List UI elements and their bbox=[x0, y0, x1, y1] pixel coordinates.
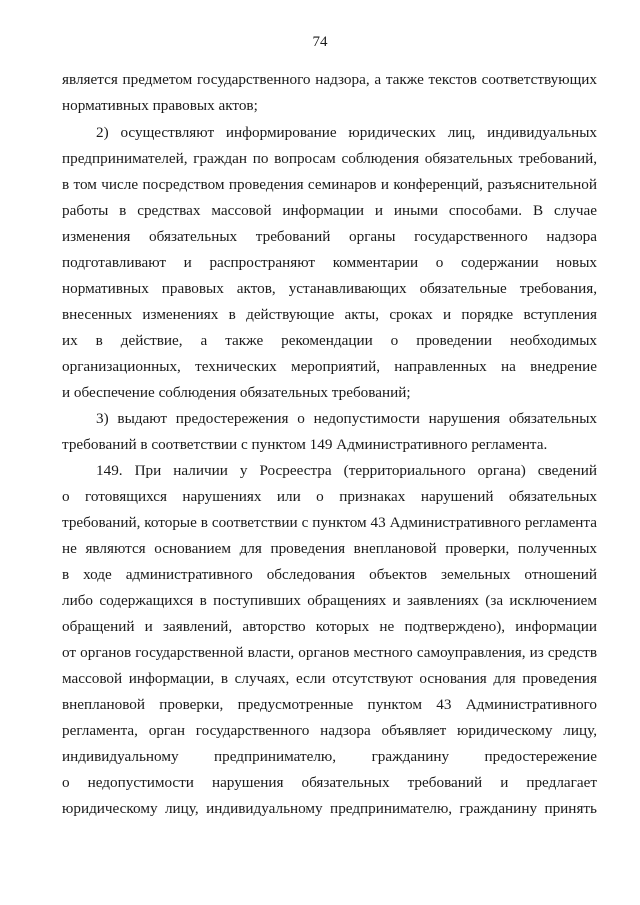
text-line: и обеспечение соблюдения обязательных требований; bbox=[62, 384, 411, 401]
text-line: в том числе посредством проведения семинаров и конференций, разъяснительной bbox=[62, 176, 597, 193]
text-line: индивидуальному предпринимателю, гражданину предостережение bbox=[62, 748, 597, 765]
text-line: нормативных правовых актов; bbox=[62, 97, 258, 114]
text-line: от органов государственной власти, органов местного самоуправления, из средств bbox=[62, 644, 597, 661]
text-line: нормативных правовых актов, устанавливающих обязательные требования, bbox=[62, 280, 597, 297]
text-line: 2) осуществляют информирование юридических лиц, индивидуальных bbox=[96, 124, 597, 141]
text-line: либо содержащихся в поступивших обращениях и заявлениях (за исключением bbox=[62, 592, 597, 609]
text-line: регламента, орган государственного надзора объявляет юридическому лицу, bbox=[62, 722, 597, 739]
text-line: в ходе административного обследования объектов земельных отношений bbox=[62, 566, 597, 583]
text-line: юридическому лицу, индивидуальному предпринимателю, гражданину принять bbox=[62, 800, 597, 817]
text-line: о готовящихся нарушениях или о признаках нарушений обязательных bbox=[62, 488, 597, 505]
text-line: организационных, технических мероприятий, направленных на внедрение bbox=[62, 358, 597, 375]
text-line: внесенных изменениях в действующие акты, сроках и порядке вступления bbox=[62, 306, 597, 323]
text-line: о недопустимости нарушения обязательных требований и предлагает bbox=[62, 774, 597, 791]
text-line: обращений и заявлений, авторство которых не подтверждено), информации bbox=[62, 618, 597, 635]
text-line: не являются основанием для проведения внеплановой проверки, полученных bbox=[62, 540, 597, 557]
text-line: их в действие, а также рекомендации о проведении необходимых bbox=[62, 332, 597, 349]
text-line: 149. При наличии у Росреестра (территориального органа) сведений bbox=[96, 462, 597, 479]
text-line: подготавливают и распространяют комментарии о содержании новых bbox=[62, 254, 597, 271]
text-line: 3) выдают предостережения о недопустимости нарушения обязательных bbox=[96, 410, 597, 427]
text-line: изменения обязательных требований органы государственного надзора bbox=[62, 228, 597, 245]
text-line: является предметом государственного надзора, а также текстов соответствующих bbox=[62, 71, 597, 88]
text-line: требований в соответствии с пунктом 149 Административного регламента. bbox=[62, 436, 548, 453]
text-line: предпринимателей, граждан по вопросам соблюдения обязательных требований, bbox=[62, 150, 597, 167]
text-line: работы в средствах массовой информации и иными способами. В случае bbox=[62, 202, 597, 219]
page-number: 74 bbox=[312, 34, 328, 50]
text-line: массовой информации, в случаях, если отсутствуют основания для проведения bbox=[62, 670, 597, 687]
text-line: внеплановой проверки, предусмотренные пунктом 43 Административного bbox=[62, 696, 597, 713]
text-line: требований, которые в соответствии с пунктом 43 Административного регламента bbox=[62, 514, 597, 531]
